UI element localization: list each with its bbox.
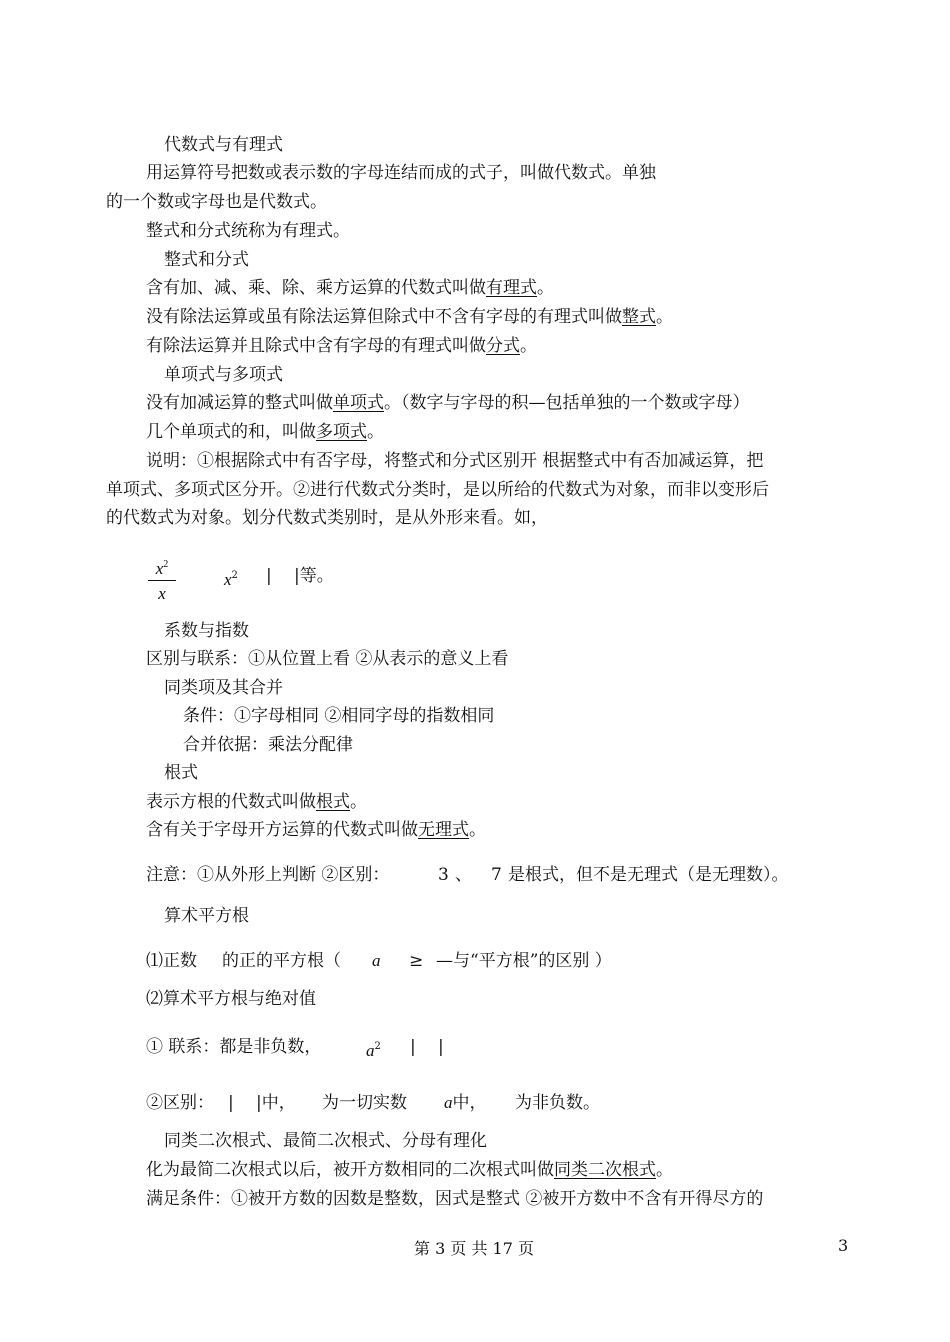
heading-radical: 根式 [164, 763, 198, 783]
fraction-x2-over-x [148, 556, 176, 603]
var: x [155, 559, 164, 578]
term-underlined: 根式 [316, 792, 350, 812]
text: 。 [656, 1160, 673, 1180]
expression-a-squared [366, 1036, 381, 1062]
note-line-prefix: 注意：①从外形上判断 ②区别： [146, 865, 390, 885]
paragraph-line: 用运算符号把数或表示数的字母连结而成的式子，叫做代数式。单独 [146, 163, 656, 183]
text: 等。 [299, 566, 334, 586]
term-underlined: 无理式 [418, 820, 469, 840]
heading-integral-fractional: 整式和分式 [164, 250, 249, 270]
paragraph-line: 区别与联系：①从位置上看 ②从表示的意义上看 [146, 649, 509, 669]
text: ②区别： [146, 1093, 214, 1113]
text: 中， [261, 1093, 296, 1113]
var: a [444, 1093, 453, 1112]
exponent: 2 [163, 559, 169, 570]
paragraph-line: 说明：①根据除式中有否字母，将整式和分式区别开 根据整式中有否加减运算，把 [146, 451, 764, 471]
paragraph-line: 合并依据：乘法分配律 [183, 735, 353, 755]
text: 没有加减运算的整式叫做 [146, 393, 333, 413]
paragraph-line: 的代数式为对象。划分代数式类别时，是从外形来看。如， [106, 508, 548, 528]
number-three: 3 [438, 865, 449, 885]
paragraph-line: 条件：①字母相同 ②相同字母的指数相同 [183, 706, 495, 726]
geq-symbol: ≥ [409, 951, 424, 971]
text: 。 [656, 307, 673, 327]
definition-polynomial [146, 421, 384, 443]
definition-fractional-expression [146, 335, 537, 357]
abs-bar: | [294, 566, 300, 586]
text: 几个单项式的和，叫做 [146, 422, 316, 442]
term-underlined: 同类二次根式 [554, 1160, 656, 1180]
var-a: a [372, 951, 381, 970]
separator: 、 [455, 865, 472, 885]
term-underlined: 单项式 [333, 393, 384, 413]
text: 中， [452, 1093, 487, 1113]
paragraph-line: 满足条件：①被开方数的因数是整数，因式是整式 ②被开方数中不含有开得尽方的 [146, 1189, 764, 1209]
paragraph-line: 整式和分式统称为有理式。 [146, 221, 350, 241]
text: 。 [367, 422, 384, 442]
definition-monomial [146, 392, 750, 414]
expression-x-squared [224, 565, 238, 591]
abs-bar-right-with-text [256, 1092, 296, 1114]
text: 。 [350, 792, 367, 812]
definition-irrational-expression [146, 819, 486, 841]
heading-coefficient-exponent: 系数与指数 [164, 621, 249, 641]
term-underlined: 有理式 [486, 278, 537, 298]
abs-bar-left: | [228, 1093, 234, 1113]
exponent: 2 [374, 1041, 381, 1052]
var: a [366, 1041, 375, 1060]
heading-monomial-polynomial: 单项式与多项式 [164, 365, 283, 385]
text: 有除法运算并且除式中含有字母的有理式叫做 [146, 336, 486, 356]
note-line-suffix: 是根式，但不是无理式（是无理数）。 [508, 865, 789, 885]
text: ① 联系：都是非负数， [146, 1037, 322, 1057]
heading-like-terms: 同类项及其合并 [164, 678, 283, 698]
page-footer-label: 第 3 页 共 17 页 [414, 1239, 534, 1258]
text: 含有关于字母开方运算的代数式叫做 [146, 820, 418, 840]
abs-bar: | [256, 1093, 262, 1113]
text: 。 [520, 336, 537, 356]
page-number: 3 [838, 1236, 849, 1255]
var-a-with-text [444, 1092, 487, 1114]
heading-arithmetic-square-root: 算术平方根 [164, 906, 249, 926]
fraction-numerator [148, 556, 176, 578]
abs-bar-left: | [266, 566, 272, 586]
definition-rational-expression [146, 277, 554, 299]
text: 表示方根的代数式叫做 [146, 792, 316, 812]
abs-bar-right-with-text [294, 565, 334, 587]
text: 。（数字与字母的积—包括单独的一个数或字母） [384, 393, 750, 413]
term-underlined: 整式 [622, 307, 656, 327]
heading-similar-radicals: 同类二次根式、最简二次根式、分母有理化 [164, 1131, 487, 1151]
text: 为非负数。 [515, 1093, 600, 1113]
heading-algebraic-rational: 代数式与有理式 [164, 135, 283, 155]
text: 没有除法运算或虽有除法运算但除式中不含有字母的有理式叫做 [146, 307, 622, 327]
definition-integral-expression [146, 306, 673, 328]
term-underlined: 多项式 [316, 422, 367, 442]
text: ⑴正数 [146, 951, 197, 971]
exponent: 2 [231, 570, 238, 581]
text: 。 [469, 820, 486, 840]
number-seven: 7 [491, 865, 502, 885]
abs-bar-right: | [438, 1037, 444, 1057]
text: 。 [537, 278, 554, 298]
text: 为一切实数 [322, 1093, 407, 1113]
definition-similar-radicals [146, 1159, 673, 1181]
term-underlined: 分式 [486, 336, 520, 356]
paragraph-line: ⑵算术平方根与绝对值 [146, 989, 316, 1009]
fraction-bar [148, 580, 176, 581]
var: x [224, 570, 232, 589]
definition-radical [146, 791, 367, 813]
paragraph-line: 的一个数或字母也是代数式。 [106, 192, 327, 212]
text: —与“平方根”的区别 ） [436, 951, 612, 971]
fraction-denominator: x [158, 584, 166, 603]
text: 化为最简二次根式以后，被开方数相同的二次根式叫做 [146, 1160, 554, 1180]
text: 含有加、减、乘、除、乘方运算的代数式叫做 [146, 278, 486, 298]
text: 的正的平方根（ [222, 951, 341, 971]
paragraph-line: 单项式、多项式区分开。②进行代数式分类时，是以所给的代数式为对象，而非以变形后 [106, 480, 769, 500]
abs-bar-left: | [410, 1037, 416, 1057]
